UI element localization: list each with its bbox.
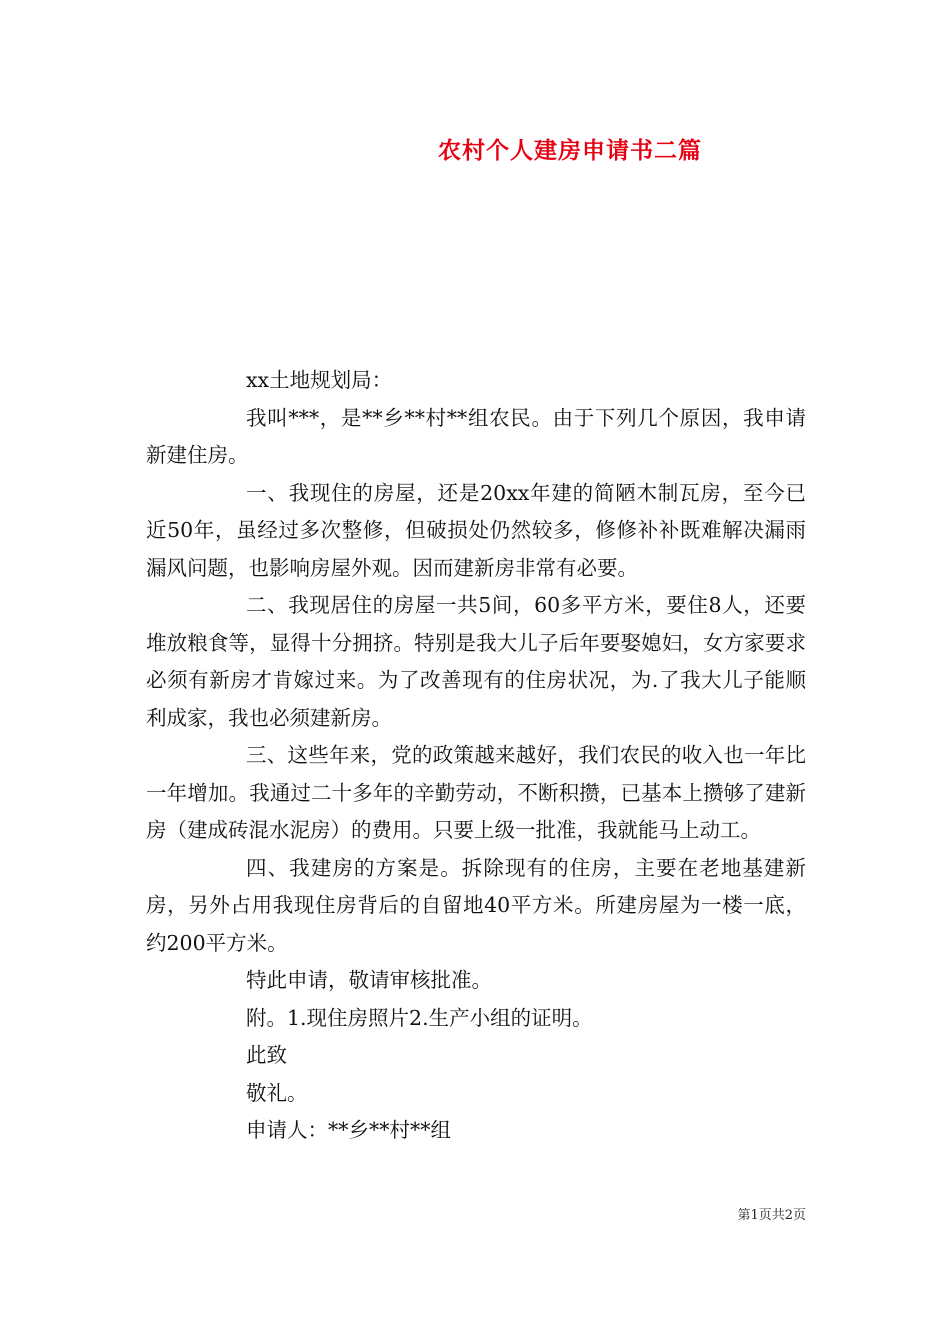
paragraph-reason-3: 三、这些年来，党的政策越来越好，我们农民的收入也一年比一年增加。我通过二十多年的辛勤劳动，不断积攒，已基本上攒够了建新房（建成砖混水泥房）的费用。只要上级一批准，我就能马上动工。	[146, 743, 806, 842]
paragraph-reason-2: 二、我现居住的房屋一共5间，60多平方米，要住8人，还要堆放粮食等，显得十分拥挤。特别是我大儿子后年要娶媳妇，女方家要求必须有新房才肯嫁过来。为了改善现有的住房状况，为.了我大儿子能顺利成家，我也必须建新房。	[146, 593, 806, 730]
regards-line-1: 此致	[246, 1043, 287, 1067]
closing-line: 特此申请，敬请审核批准。	[246, 968, 492, 992]
attachment-line: 附。1.现住房照片2.生产小组的证明。	[246, 1005, 593, 1030]
salutation: xx土地规划局：	[246, 368, 393, 392]
page-indicator: 第1页共2页	[737, 1208, 806, 1223]
paragraph-reason-1: 一、我现住的房屋，还是20xx年建的简陋木制瓦房，至今已近50年，虽经过多次整修，但破损处仍然较多，修修补补既难解决漏雨漏风问题，也影响房屋外观。因而建新房非常有必要。	[146, 480, 806, 580]
document-title: 农村个人建房申请书二篇	[438, 138, 702, 164]
regards-line-2: 敬礼。	[246, 1080, 308, 1105]
paragraph-plan: 四、我建房的方案是。拆除现有的住房，主要在老地基建新房，另外占用我现住房背后的自留地40平方米。所建房屋为一楼一底，约200平方米。	[146, 855, 806, 955]
paragraph-intro: 我叫***，是**乡**村**组农民。由于下列几个原因，我申请新建住房。	[146, 405, 806, 467]
document-body	[146, 362, 806, 1150]
applicant-line: 申请人：**乡**村**组	[246, 1118, 451, 1142]
